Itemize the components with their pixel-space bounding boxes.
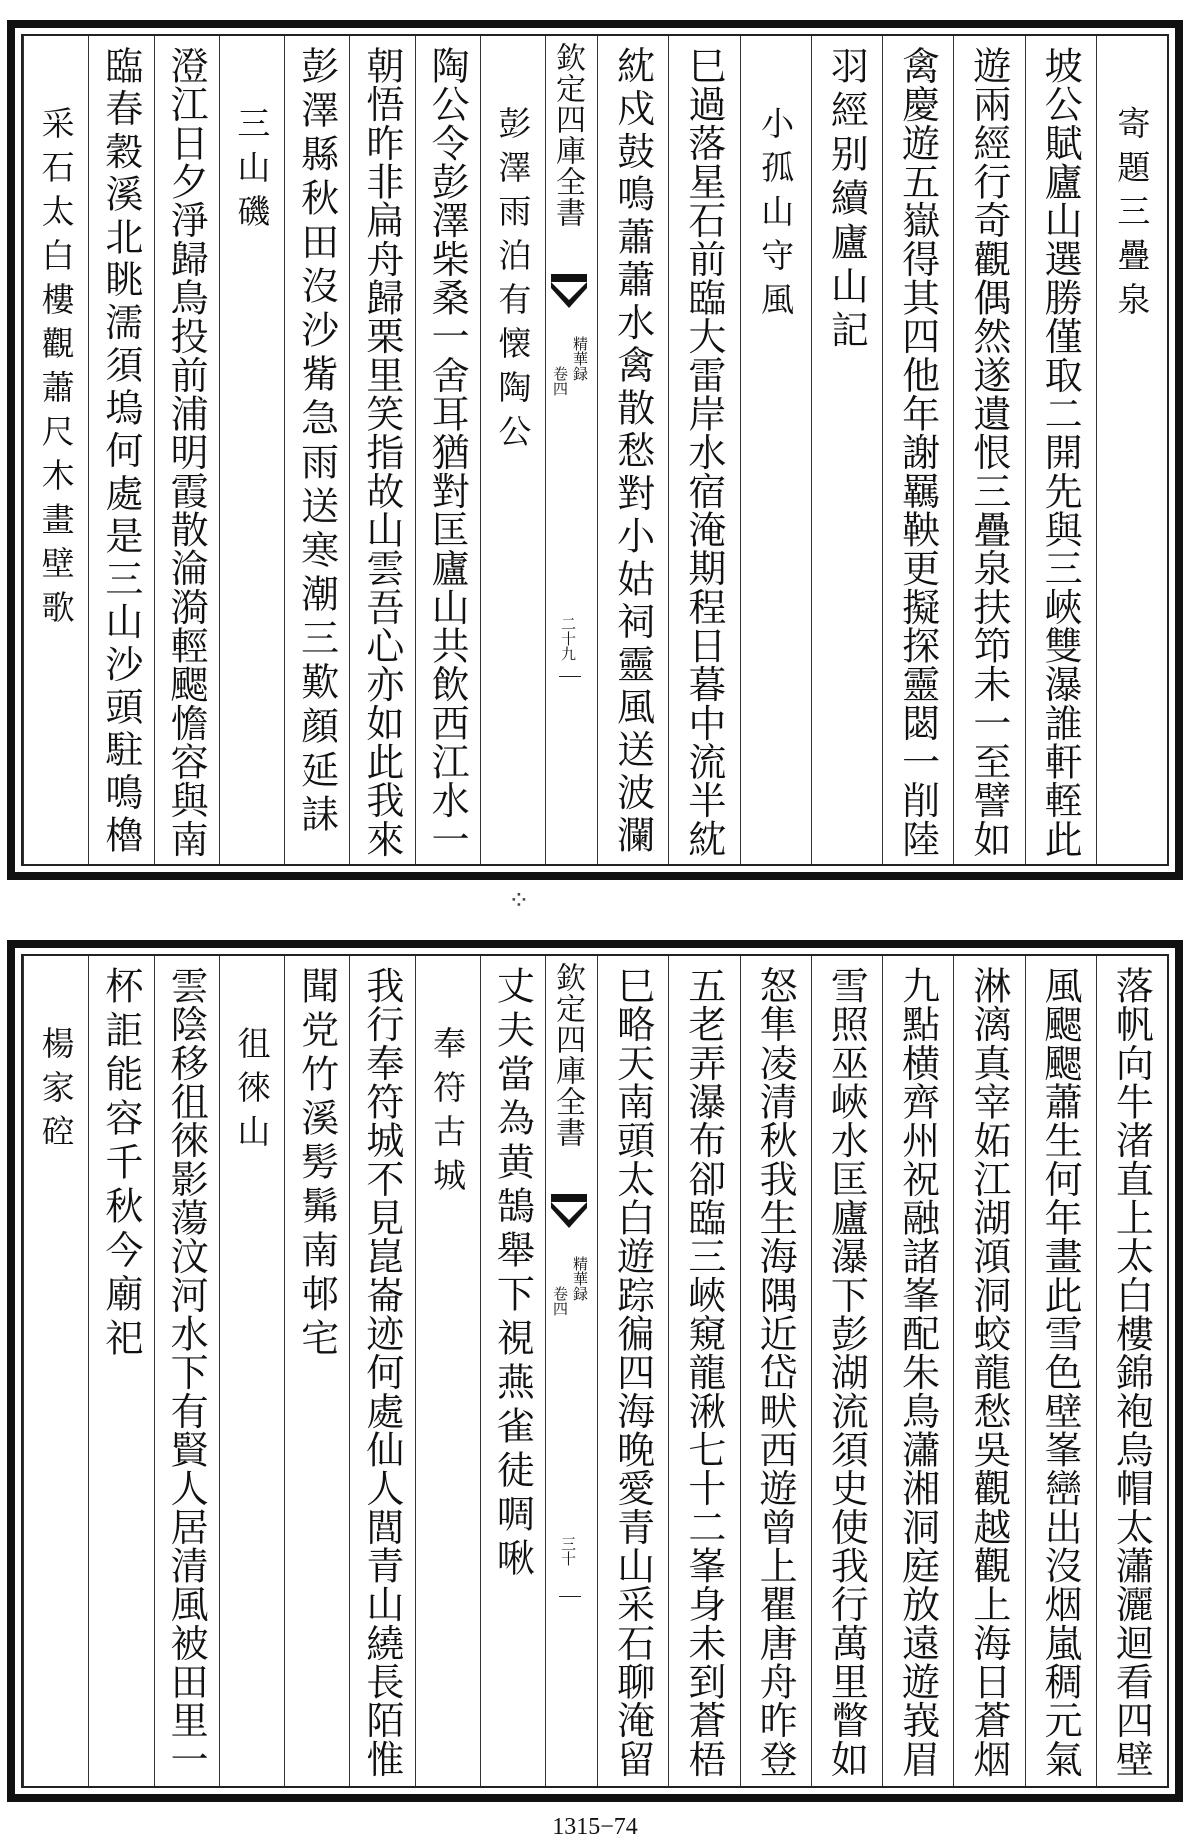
poem-title-column: 彭澤雨泊有懐陶公 — [493, 106, 533, 458]
text-column: 禽慶遊五嶽得其四他年謝羈鞅更擬探靈閟一削陸 — [895, 46, 940, 858]
text-column: 坡公賦廬山選勝僅取二開先與三峽雙瀑誰軒輊此 — [1038, 46, 1083, 858]
page-footer-number: 1315−74 — [552, 1814, 638, 1840]
text-column: 九點横齊州祝融諸峯配朱鳥瀟湘洞庭放遠遊峩眉 — [895, 966, 940, 1778]
text-column: 巳略天南頭太白遊踪徧四海晚愛青山采石聊淹留 — [610, 966, 655, 1778]
spine-title: 欽定四庫全書 — [550, 42, 585, 228]
text-column: 落帆向牛渚直上太白樓錦袍烏帽太瀟灑迴看四壁 — [1109, 966, 1154, 1778]
text-column: 杯詎能容千秋今廟祀 — [98, 966, 143, 1362]
text-column: 雪照巫峽水匡廬瀑下彭湖流須史使我行萬里瞥如 — [824, 966, 869, 1778]
text-column: 五老弄瀑布卻臨三峽窺龍湫七十二峯身未到蒼梧 — [681, 966, 726, 1778]
poem-title-column: 采石太白樓觀蕭尺木畫壁歌 — [36, 106, 76, 634]
spine-book: 精華録 — [571, 1256, 589, 1301]
poem-title-column: 三山磯 — [232, 106, 272, 238]
text-column: 臨春穀溪北眺濡須塢何處是三山沙頭駐鳴櫓 — [98, 46, 143, 858]
fish-tail-mark — [551, 274, 587, 314]
poem-title-column: 奉符古城 — [428, 1026, 468, 1202]
spine-page-no: 三十 — [559, 1536, 577, 1566]
text-column: 我行奉符城不見崑崙迹何處仙人閭青山繞長陌惟 — [359, 966, 404, 1778]
fish-tail-mark — [551, 1194, 587, 1234]
text-column: 彭澤縣秋田沒沙觜急雨送寒潮三歎顔延誄 — [294, 46, 339, 838]
text-column: 朝悟昨非扁舟歸栗里笑指故山雲吾心亦如此我來 — [359, 46, 404, 858]
poem-title-column: 小孤山守風 — [756, 106, 796, 326]
spine-volume: 卷四 — [551, 366, 569, 396]
text-column: 聞党竹溪髣髴南邨宅 — [294, 966, 339, 1362]
text-column: 紞戍鼓鳴蕭蕭水禽散愁對小姑祠靈風送波瀾 — [610, 46, 655, 858]
spine-page-no: 二十九 — [559, 616, 577, 661]
bottom-page — [7, 940, 1183, 1802]
poem-title-column: 徂徠山 — [232, 1026, 272, 1158]
spine-volume: 卷四 — [551, 1286, 569, 1316]
text-column: 遊兩經行奇觀偶然遂遺恨三疊泉扶笻未一至譬如 — [966, 46, 1011, 858]
text-column: 陶公令彭澤柴桑一舍耳猶對匡廬山共飲西江水一 — [425, 46, 470, 858]
text-column: 丈夫當為黄鵠舉下視燕雀徒啁啾 — [490, 966, 535, 1582]
text-column: 怒隼凌清秋我生海隅近岱畎西遊曾上瞿唐舟昨登 — [753, 966, 798, 1778]
text-column: 羽經别續廬山記 — [824, 46, 869, 354]
poem-title-column: 寄題三疊泉 — [1112, 106, 1152, 326]
bottom-page-frame — [21, 954, 1169, 1788]
text-column: 淋漓真宰妬江湖澒洞蛟龍愁吳觀越觀上海日蒼烟 — [966, 966, 1011, 1778]
top-page-frame — [21, 34, 1169, 866]
text-column: 風颸颸蕭生何年畫此雪色壁峯巒出沒烟嵐稠元氣 — [1038, 966, 1083, 1778]
spine-title: 欽定四庫全書 — [550, 962, 585, 1148]
top-page — [7, 20, 1183, 880]
bottom-spine — [545, 956, 597, 1786]
spine-book: 精華録 — [571, 336, 589, 381]
text-column: 澄江日夕淨歸鳥投前浦明霞散淪漪輕颸憺容與南 — [164, 46, 209, 858]
text-column: 巳過落星石前臨大雷岸水宿淹期程日暮中流半紞 — [681, 46, 726, 858]
text-column: 雲陰移徂徠影蕩汶河水下有賢人居清風被田里一 — [164, 966, 209, 1778]
poem-title-column: 楊家硿 — [36, 1026, 76, 1158]
ink-speck: ⁘ — [508, 886, 530, 916]
top-spine — [545, 36, 597, 864]
